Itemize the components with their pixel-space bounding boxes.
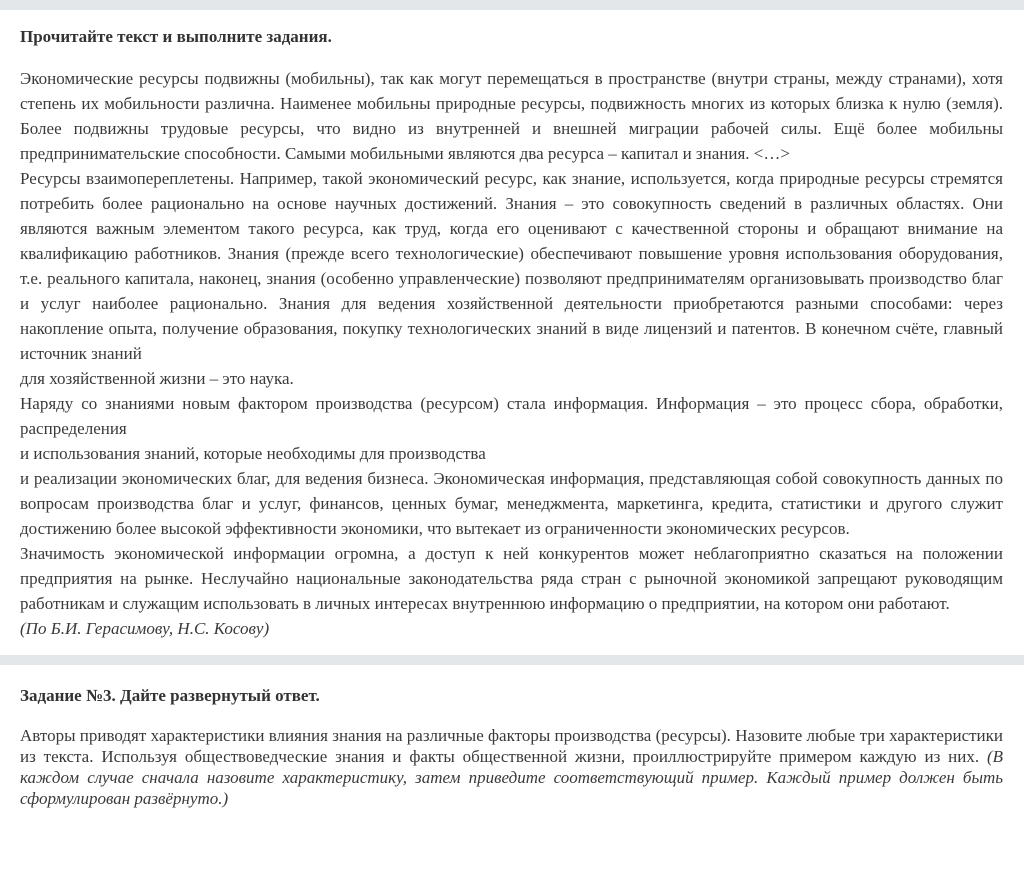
paragraph-knowledge: Ресурсы взаимопереплетены. Например, такой экономический ресурс, как знание, используется, когда природные ресурсы стремятся потребить более рационально на основе научных достижений. Знания – это совокупность сведений в различных областях. Они являются важным элементом такого ресурса, как труд, когда его оценивают с качественной стороны и обращают внимание на квалификацию работников. Знания (прежде всего технологические) обеспечивают повышение уровня использования оборудования, т.е. реального капитала, наконец, знания (особенно управленческие) позволяют предпринимателям организовывать производство благ и услуг наиболее рационально. Знания для ведения хозяйственной деятельности приобретаются разными способами: через накопление опыта, получение образования, покупку технологических знаний в виде лицензий и патентов. В конечном счёте, главный источник знаний: [20, 169, 1003, 363]
paragraph-mobility: Экономические ресурсы подвижны (мобильны), так как могут перемещаться в пространстве (внутри страны, между странами), хотя степень их мобильности различна. Наименее мобильны природные ресурсы, подвижность многих из которых близка к нулю (земля). Более подвижны трудовые ресурсы, что видно из внутренней и внешней миграции рабочей силы. Ещё более мобильны предпринимательские способности. Самыми мобильными являются два ресурса – капитал и знания. <…>: [20, 69, 1003, 163]
paragraph-information: Наряду со знаниями новым фактором производства (ресурсом) стала информация. Информация – это процесс сбора, обработки, распределения: [20, 394, 1003, 438]
task-text: [20, 725, 1003, 809]
paragraph-information-cont: и использования знаний, которые необходимы для производства: [20, 444, 486, 463]
task-instructions: Авторы приводят характеристики влияния знания на различные факторы производства (ресурсы). Назовите любые три характеристики из текста. Используя обществоведческие знания и факты общественной жизни, проиллюстрируйте примером каждую из них.: [20, 726, 1003, 766]
task-heading: Задание №3. Дайте развернутый ответ.: [20, 686, 320, 705]
section-divider: [0, 655, 1024, 665]
source-citation: (По Б.И. Герасимову, Н.С. Косову): [20, 619, 270, 638]
paragraph-significance: Значимость экономической информации огромна, а доступ к ней конкурентов может неблагоприятно сказаться на положении предприятия на рынке. Неслучайно национальные законодательства ряда стран с рыночной экономикой запрещают руководящим работникам и служащим использовать в личных интересах внутреннюю информацию о предприятии, на котором они работают.: [20, 544, 1003, 613]
top-divider: [0, 0, 1024, 10]
reading-heading: Прочитайте текст и выполните задания.: [20, 27, 332, 46]
reading-card: [0, 10, 1024, 641]
paragraph-knowledge-end: для хозяйственной жизни – это наука.: [20, 369, 294, 388]
paragraph-information-end: и реализации экономических благ, для ведения бизнеса. Экономическая информация, представляющая собой совокупность данных по вопросам производства благ и услуг, финансов, ценных бумаг, менеджмента, маркетинга, кредита, статистики и другого служит достижению более высокой эффективности экономики, что вытекает из ограниченности экономических ресурсов.: [20, 469, 1003, 538]
task-note: (В каждом случае сначала назовите характеристику, затем приведите соответствующий пример. Каждый пример должен быть сформулирован развёрнуто.): [20, 747, 1003, 808]
task-card: [0, 665, 1024, 809]
